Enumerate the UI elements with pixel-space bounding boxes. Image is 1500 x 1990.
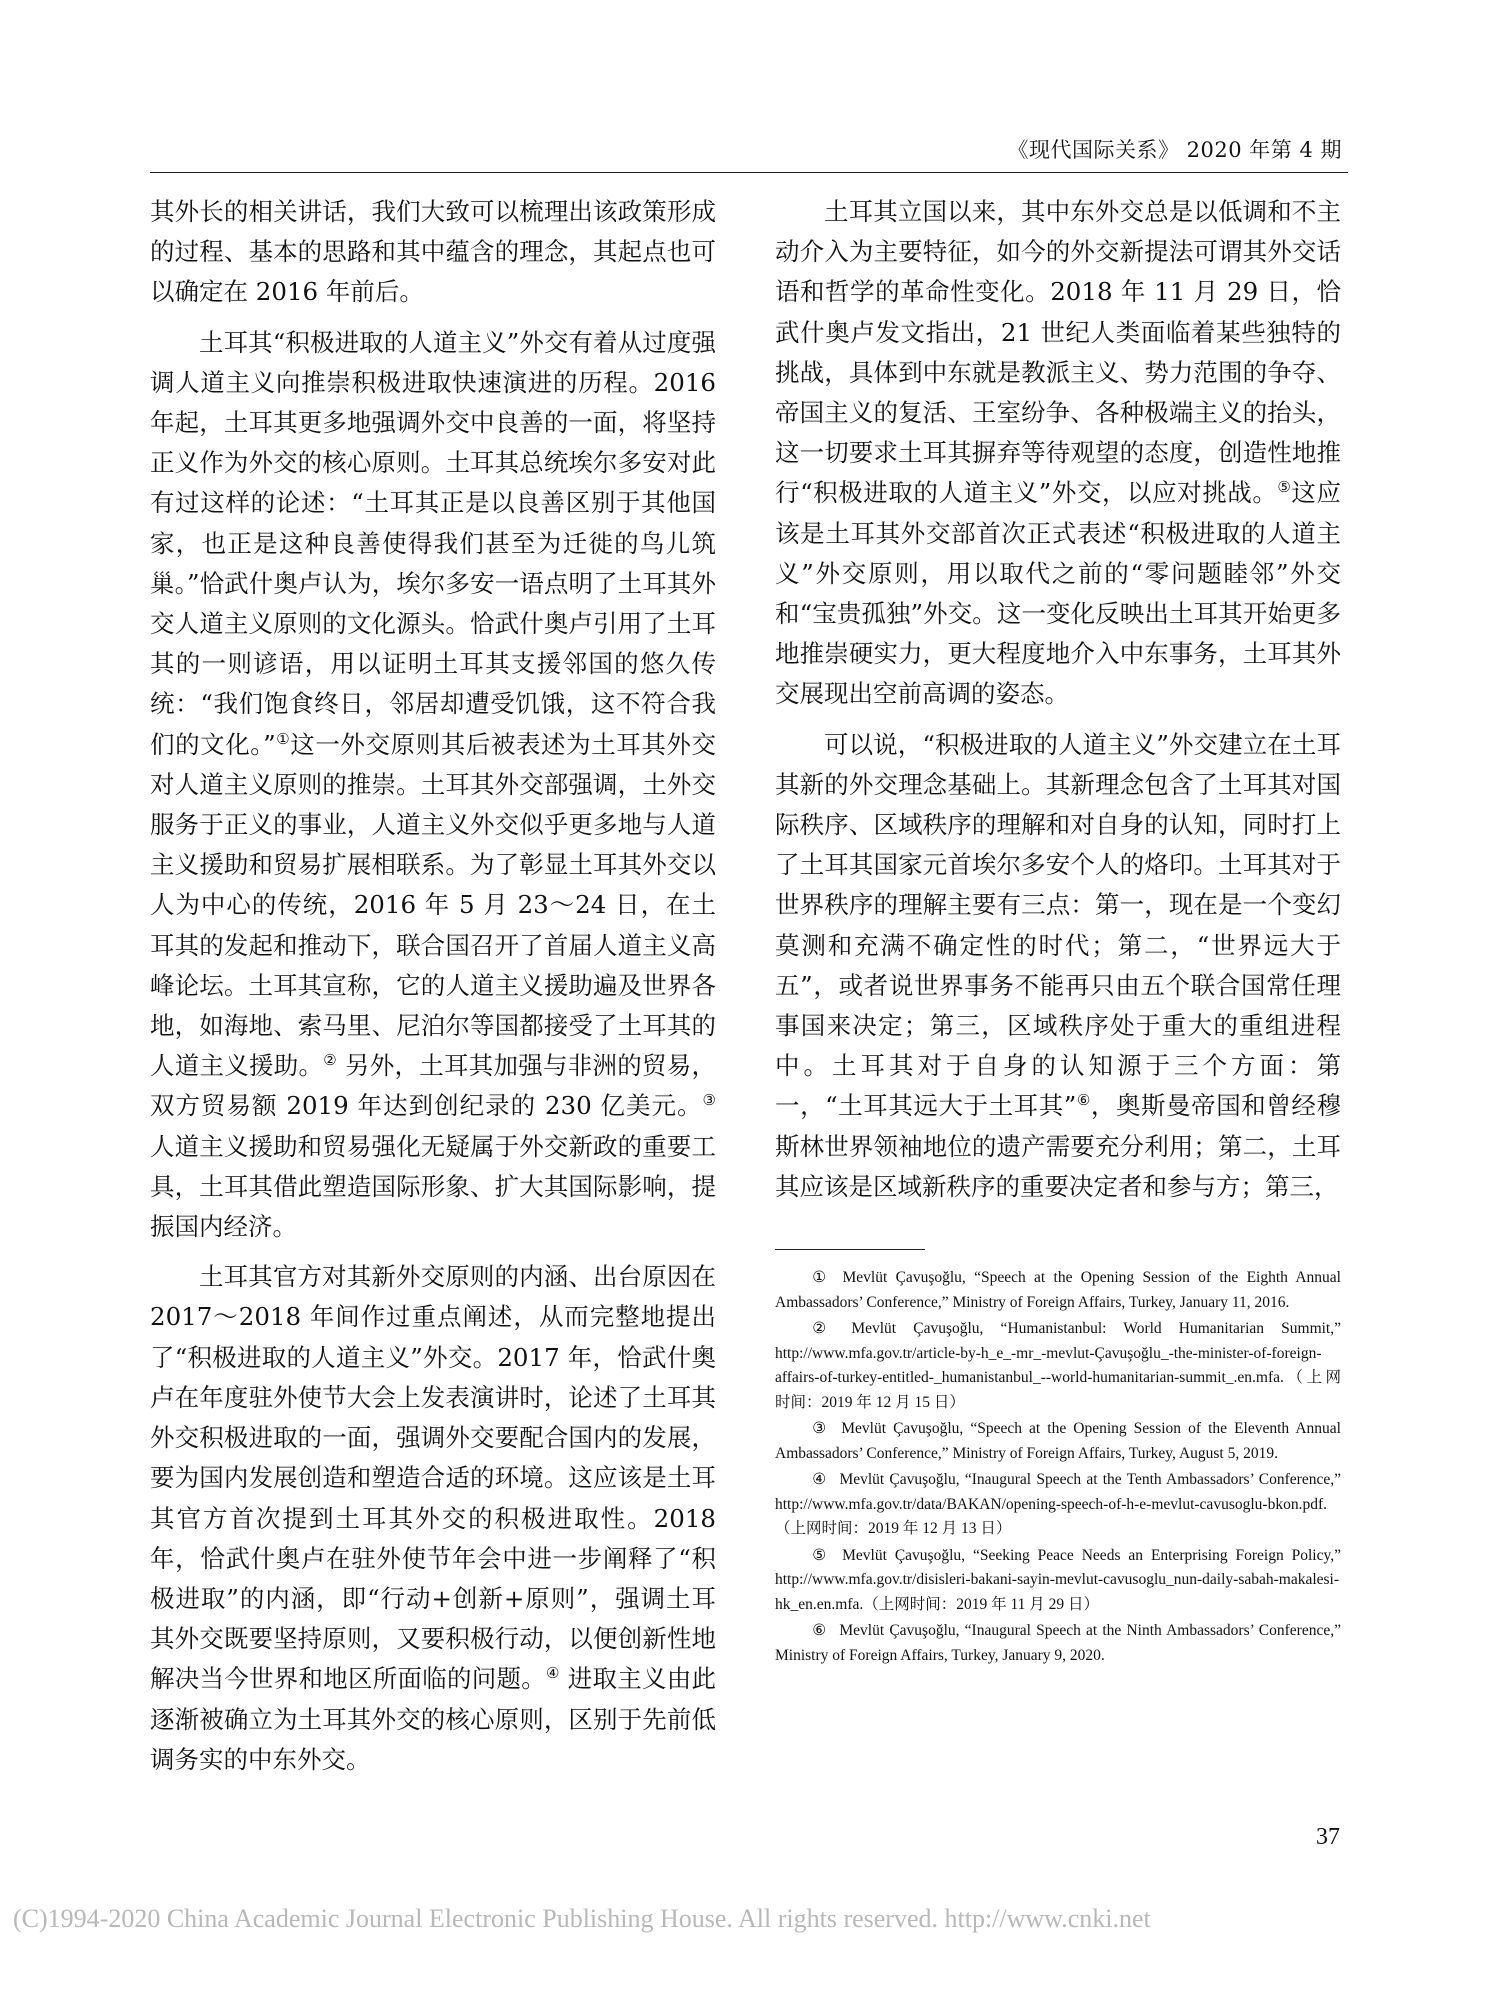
right-column — [775, 192, 1341, 1217]
footnote: ① Mevlüt Çavuşoğlu, “Speech at the Opening Session of the Eighth Annual Ambassadors’ Conference,” Ministry of Foreign Affairs, Turkey, January 11, 2016. — [775, 1269, 1341, 1311]
footnote-ref: ④ — [546, 1664, 560, 1683]
page-number: 37 — [1316, 1824, 1340, 1850]
footnote-ref: ② — [323, 1051, 337, 1070]
paragraph: 土耳其官方对其新外交原则的内涵、出台原因在 2017～2018 年间作过重点阐述，从而完整地提出了“积极进取的人道主义”外交。2017 年，恰武什奥卢在年度驻外使节大会上发表演讲时，论述了土耳其外交积极进取的一面，强调外交要配合国内的发展，要为国内发展创造和塑造合适的环境。这应该是土耳其官方首次提到土耳其外交的积极进取性。2018 年，恰武什奥卢在驻外使节年会中进一步阐释了“积极进取”的内涵，即“行动+创新+原则”，强调土耳其外交既要坚持原则，又要积极行动，以便创新性地解决当今世界和地区所面临的问题。④ 进取主义由此逐渐被确立为土耳其外交的核心原则，区别于先前低调务实的中东外交。 — [150, 1262, 716, 1774]
left-column — [150, 192, 716, 1790]
paragraph: 可以说，“积极进取的人道主义”外交建立在土耳其新的外交理念基础上。其新理念包含了土耳其对国际秩序、区域秩序的理解和对自身的认知，同时打上了土耳其国家元首埃尔多安个人的烙印。土耳其对于世界秩序的理解主要有三点：第一，现在是一个变幻莫测和充满不确定性的时代；第二，“世界远大于五”，或者说世界事务不能再只由五个联合国常任理事国来决定；第三，区域秩序处于重大的重组进程中。土耳其对于自身的认知源于三个方面：第一，“土耳其远大于土耳其”⑥，奥斯曼帝国和曾经穆斯林世界领袖地位的遗产需要充分利用；第二，土耳其应该是区域新秩序的重要决定者和参与方；第三， — [775, 729, 1341, 1201]
footnote-ref: ③ — [702, 1091, 716, 1110]
footnote: ⑥ Mevlüt Çavuşoğlu, “Inaugural Speech at the Ninth Ambassadors’ Conference,” Ministry of Foreign Affairs, Turkey, January 9, 2020. — [775, 1622, 1341, 1664]
footnote-rule — [775, 1249, 925, 1250]
paragraph: 土耳其立国以来，其中东外交总是以低调和不主动介入为主要特征，如今的外交新提法可谓其外交话语和哲学的革命性变化。2018 年 11 月 29 日，恰武什奥卢发文指出，21 世纪人类面临着某些独特的挑战，具体到中东就是教派主义、势力范围的争夺、帝国主义的复活、王室纷争、各种极端主义的抬头，这一切要求土耳其摒弃等待观望的态度，创造性地推行“积极进取的人道主义”外交，以应对挑战。⑤这应该是土耳其外交部首次正式表述“积极进取的人道主义”外交原则，用以取代之前的“零问题睦邻”外交和“宝贵孤独”外交。这一变化反映出土耳其开始更多地推崇硬实力，更大程度地介入中东事务，土耳其外交展现出空前高调的姿态。 — [775, 197, 1341, 709]
footnote: ⑤ Mevlüt Çavuşoğlu, “Seeking Peace Needs an Enterprising Foreign Policy,” http://www.mfa.gov.tr/disisleri-bakani-sayin-mevlut-cavusoglu_nun-daily-sabah-makalesi-hk_en.en.mfa.（上网时间：2019 年 11 月 29 日） — [775, 1546, 1341, 1613]
footnote-ref: ⑤ — [1277, 478, 1292, 497]
footnote: ③ Mevlüt Çavuşoğlu, “Speech at the Opening Session of the Eleventh Annual Ambassadors’ Conference,” Ministry of Foreign Affairs, Turkey, August 5, 2019. — [775, 1420, 1341, 1462]
paragraph: 其外长的相关讲话，我们大致可以梳理出该政策形成的过程、基本的思路和其中蕴含的理念，其起点也可以确定在 2016 年前后。 — [150, 197, 716, 307]
journal-title: 《现代国际关系》 — [1007, 138, 1180, 162]
footnotes — [775, 1266, 1341, 1670]
issue-label: 2020 年第 4 期 — [1186, 138, 1342, 162]
header-rule — [150, 172, 1348, 173]
copyright-watermark: (C)1994-2020 China Academic Journal Electronic Publishing House. All rights reserved. http://www.cnki.net — [13, 1904, 1151, 1933]
paragraph: 土耳其“积极进取的人道主义”外交有着从过度强调人道主义向推崇积极进取快速演进的历程。2016 年起，土耳其更多地强调外交中良善的一面，将坚持正义作为外交的核心原则。土耳其总统埃尔多安对此有过这样的论述：“土耳其正是以良善区别于其他国家，也正是这种良善使得我们甚至为迁徙的鸟儿筑巢。”恰武什奥卢认为，埃尔多安一语点明了土耳其外交人道主义原则的文化源头。恰武什奥卢引用了土耳其的一则谚语，用以证明土耳其支援邻国的悠久传统：“我们饱食终日，邻居却遭受饥饿，这不符合我们的文化。”①这一外交原则其后被表述为土耳其外交对人道主义原则的推崇。土耳其外交部强调，土外交服务于正义的事业，人道主义外交似乎更多地与人道主义援助和贸易扩展相联系。为了彰显土耳其外交以人为中心的传统，2016 年 5 月 23～24 日，在土耳其的发起和推动下，联合国召开了首届人道主义高峰论坛。土耳其宣称，它的人道主义援助遍及世界各地，如海地、索马里、尼泊尔等国都接受了土耳其的人道主义援助。② 另外，土耳其加强与非洲的贸易，双方贸易额 2019 年达到创纪录的 230 亿美元。③ 人道主义援助和贸易强化无疑属于外交新政的重要工具，土耳其借此塑造国际形象、扩大其国际影响，提振国内经济。 — [150, 327, 717, 1242]
footnote: ④ Mevlüt Çavuşoğlu, “Inaugural Speech at the Tenth Ambassadors’ Conference,” http://www.mfa.gov.tr/data/BAKAN/opening-speech-of-h-e-mevlut-cavusoglu-bkon.pdf.（上网时间：2019 年 12 月 13 日） — [775, 1471, 1341, 1537]
running-header — [1007, 134, 1342, 164]
footnote-ref: ⑥ — [1076, 1091, 1091, 1110]
footnote: ② Mevlüt Çavuşoğlu, “Humanistanbul: World Humanitarian Summit,” http://www.mfa.gov.tr/article-by-h_e_-mr_-mevlut-Çavuşoğlu_-the-minister-of-foreign-affairs-of-turkey-entitled-_humanistanbul_--world-humanitarian-summit_.en.mfa.（上网时间：2019 年 12 月 15 日） — [775, 1320, 1341, 1411]
footnote-ref: ① — [275, 729, 291, 748]
